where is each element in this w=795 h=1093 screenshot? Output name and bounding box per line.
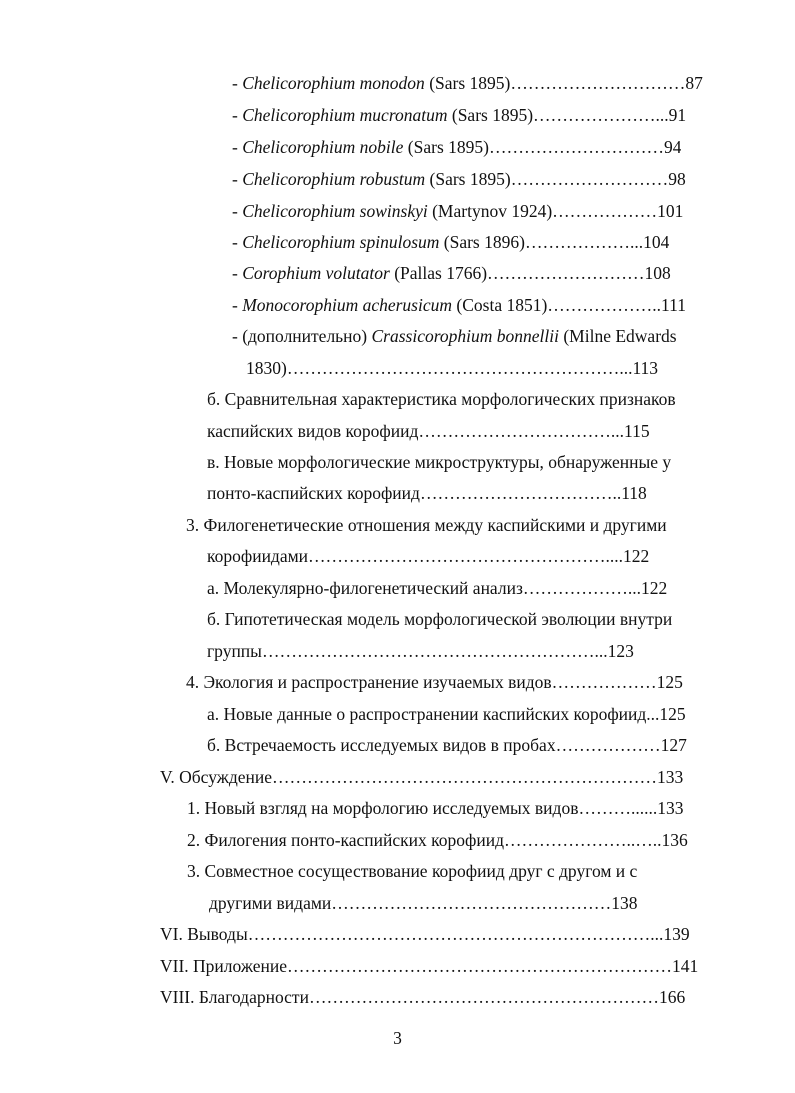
entry-title: 2. Филогения понто-каспийских корофиид: [187, 830, 504, 850]
entry-page: 94: [663, 137, 682, 157]
entry-dash: -: [232, 263, 243, 283]
entry-page: 113: [632, 358, 659, 378]
toc-entry-V3-line2: [209, 892, 638, 914]
entry-title: 4. Экология и распространение изучаемых видов: [186, 672, 552, 692]
entry-page: 133: [657, 798, 684, 818]
entry-page: 122: [641, 578, 668, 598]
entry-page: 111: [661, 295, 686, 315]
entry-title: 1. Новый взгляд на морфологию исследуемых видов: [187, 798, 579, 818]
entry-page: 138: [611, 893, 638, 913]
toc-entry-v-line1: [207, 451, 671, 473]
toc-entry-VII: [160, 955, 698, 977]
entry-title: а. Молекулярно-филогенетический анализ: [207, 578, 523, 598]
toc-entry-v-line2: [207, 482, 647, 504]
entry-leader: …………………………………………: [331, 893, 612, 913]
toc-entry-4a: [207, 703, 686, 725]
entry-leader: ………………: [555, 735, 661, 755]
entry-title-cont: группы: [207, 641, 262, 661]
entry-page: 139: [663, 924, 690, 944]
entry-title: VII. Приложение: [160, 956, 287, 976]
toc-entry-volutator: [232, 262, 671, 284]
entry-page: 101: [657, 201, 684, 221]
toc-entry-mucronatum: [232, 104, 686, 126]
entry-leader: ………………………: [510, 169, 669, 189]
entry-page: 125: [656, 672, 683, 692]
entry-title-cont: каспийских видов корофиид: [207, 421, 419, 441]
toc-entry-V2: [187, 829, 688, 851]
entry-leader: ……………………………...: [418, 421, 625, 441]
entry-title: 3. Филогенетические отношения между каспийскими и другими: [186, 515, 667, 535]
toc-entry-3a: [207, 577, 667, 599]
entry-page: 115: [624, 421, 650, 441]
entry-dash: -: [232, 201, 243, 221]
entry-species-name: Chelicorophium mucronatum: [242, 105, 448, 125]
entry-species-name: Chelicorophium spinulosum: [242, 232, 440, 252]
entry-title: V. Обсуждение: [160, 767, 272, 787]
entry-author: (Martynov 1924): [427, 201, 553, 221]
entry-leader: …………………...: [533, 105, 669, 125]
entry-page: 133: [657, 767, 684, 787]
entry-leader: ………......: [578, 798, 658, 818]
entry-leader: ………………: [552, 201, 658, 221]
entry-page: 123: [607, 641, 634, 661]
toc-entry-V1: [187, 797, 683, 819]
entry-species-name: Monocorophium acherusicum: [242, 295, 453, 315]
entry-page: 141: [671, 956, 699, 976]
entry-species-name: Chelicorophium sowinskyi: [242, 201, 428, 221]
entry-leader: ...: [646, 704, 660, 724]
toc-entry-4b: [207, 734, 687, 756]
entry-author: (Costa 1851): [452, 295, 548, 315]
entry-title: б. Гипотетическая модель морфологической эволюции внутри: [207, 609, 673, 629]
entry-prefix: - (дополнительно): [232, 326, 372, 346]
entry-author: (Sars 1895): [447, 105, 534, 125]
toc-entry-robustum: [232, 168, 686, 190]
entry-title: в. Новые морфологические микроструктуры, обнаруженные у: [207, 452, 672, 472]
toc-entry-monodon: [232, 72, 703, 94]
entry-page: 108: [644, 263, 671, 283]
entry-title: б. Встречаемость исследуемых видов в пробах: [207, 735, 556, 755]
toc-entry-spinulosum: [232, 231, 669, 253]
entry-year: 1830): [246, 358, 287, 378]
toc-entry-b-line1: [207, 388, 676, 410]
toc-entry-V: [160, 766, 683, 788]
toc-entry-b-line2: [207, 420, 650, 442]
entry-leader: ……………………………………………………………...: [247, 924, 664, 944]
entry-leader: ………………...: [524, 232, 644, 252]
entry-author: (Pallas 1766): [389, 263, 488, 283]
toc-entry-3-line1: [186, 514, 667, 536]
entry-species-name: Chelicorophium robustum: [242, 169, 426, 189]
entry-dash: -: [232, 295, 243, 315]
entry-title-cont: корофиидами: [207, 546, 309, 566]
entry-author: (Milne Edwards: [558, 326, 677, 346]
entry-species-name: Corophium volutator: [242, 263, 390, 283]
entry-title: б. Сравнительная характеристика морфологических признаков: [207, 389, 676, 409]
entry-page: 125: [659, 704, 686, 724]
entry-leader: ………………..: [547, 295, 662, 315]
entry-author: (Sars 1895): [403, 137, 489, 157]
toc-entry-3-line2: [207, 545, 649, 567]
entry-dash: -: [232, 137, 243, 157]
entry-page: 127: [660, 735, 687, 755]
entry-leader: ………………: [551, 672, 657, 692]
toc-entry-3b-line1: [207, 608, 672, 630]
entry-title-cont: другими видами: [209, 893, 332, 913]
entry-title: а. Новые данные о распространении каспийских корофиид: [207, 704, 647, 724]
toc-entry-acherusicum: [232, 294, 686, 316]
entry-leader: …………………………………………………………: [272, 767, 657, 787]
entry-page: 166: [658, 987, 686, 1007]
entry-page: 87: [685, 73, 703, 93]
entry-species-name: Chelicorophium nobile: [242, 137, 404, 157]
entry-leader: ………………...: [522, 578, 641, 598]
entry-author: (Sars 1895): [425, 169, 511, 189]
entry-leader: ……………………………………………………: [308, 987, 659, 1007]
entry-title: VIII. Благодарности: [160, 987, 309, 1007]
entry-page: 122: [623, 546, 650, 566]
entry-species-name: Crassicorophium bonnellii: [371, 326, 559, 346]
toc-entry-VI: [160, 923, 690, 945]
entry-leader: …………………..…..: [503, 830, 662, 850]
entry-author: (Sars 1895): [424, 73, 511, 93]
entry-leader: …………………………: [488, 137, 664, 157]
entry-leader: ……………………………..: [419, 483, 622, 503]
entry-leader: …………………………………………………...: [286, 358, 633, 378]
toc-entry-3b-line2: [207, 640, 634, 662]
toc-entry-bonnellii-cont: [246, 357, 658, 379]
toc-entry-sowinskyi: [232, 200, 683, 222]
entry-leader: …………………………: [510, 73, 686, 93]
entry-title: 3. Совместное сосуществование корофиид друг с другом и с: [187, 861, 638, 881]
entry-leader: ……………………………………………....: [308, 546, 624, 566]
entry-title-cont: понто-каспийских корофиид: [207, 483, 420, 503]
entry-dash: -: [232, 232, 243, 252]
entry-leader: ………………………: [487, 263, 645, 283]
entry-page: 98: [668, 169, 686, 189]
entry-dash: -: [232, 105, 243, 125]
toc-entry-bonnellii: [232, 325, 677, 347]
entry-dash: -: [232, 169, 243, 189]
entry-dash: -: [232, 73, 243, 93]
entry-leader: …………………………………………………...: [261, 641, 608, 661]
toc-entry-4: [186, 671, 683, 693]
entry-leader: …………………………………………………………: [286, 956, 672, 976]
entry-page: 91: [668, 105, 687, 125]
page-number: 3: [393, 1028, 402, 1048]
toc-entry-V3-line1: [187, 860, 637, 882]
entry-author: (Sars 1896): [439, 232, 525, 252]
entry-page: 136: [661, 830, 688, 850]
toc-entry-nobile: [232, 136, 681, 158]
entry-page: 104: [643, 232, 670, 252]
entry-title: VI. Выводы: [160, 924, 248, 944]
toc-entry-VIII: [160, 986, 685, 1008]
entry-page: 118: [621, 483, 647, 503]
entry-species-name: Chelicorophium monodon: [242, 73, 425, 93]
